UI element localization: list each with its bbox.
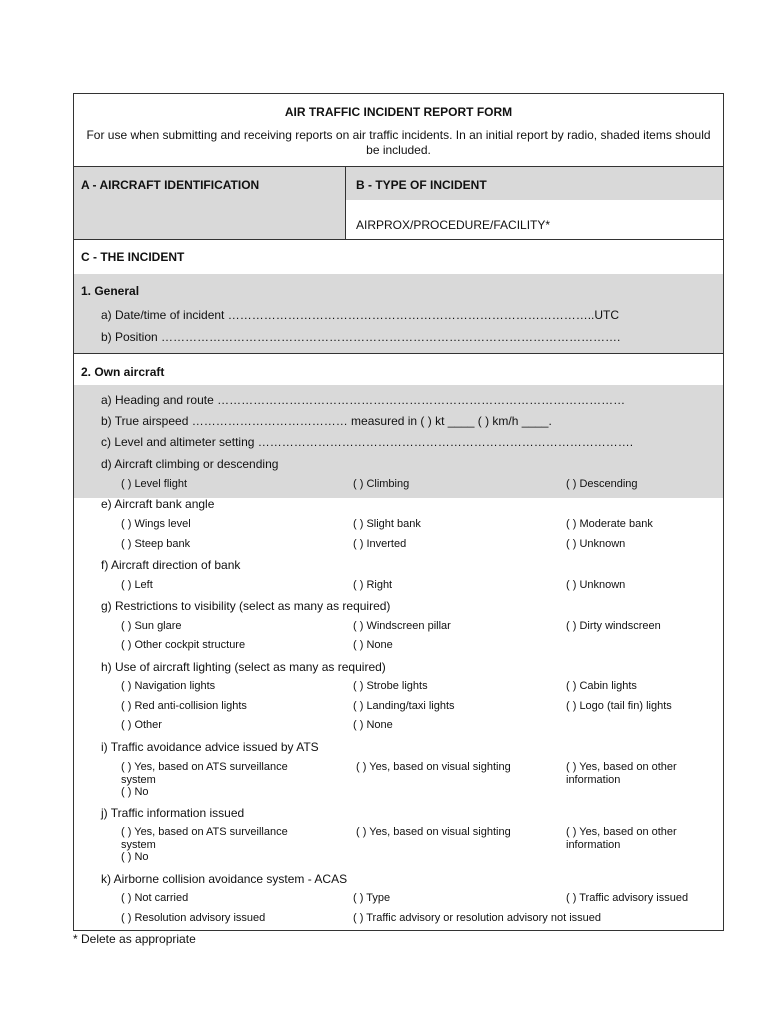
- checkbox-info-no[interactable]: ( ) No: [121, 851, 149, 863]
- checkbox-info-other-info[interactable]: ( ) Yes, based on other information: [566, 826, 677, 851]
- section-a-heading: A - AIRCRAFT IDENTIFICATION: [81, 178, 260, 192]
- checkbox-bank-unknown[interactable]: ( ) Unknown: [566, 538, 626, 550]
- checkbox-avoidance-visual-sighting[interactable]: ( ) Yes, based on visual sighting: [356, 761, 511, 773]
- form-title: AIR TRAFFIC INCIDENT REPORT FORM: [284, 105, 513, 119]
- general-heading: 1. General: [81, 284, 140, 298]
- checkbox-info-visual-sighting[interactable]: ( ) Yes, based on visual sighting: [356, 826, 511, 838]
- checkbox-slight-bank[interactable]: ( ) Slight bank: [353, 518, 421, 530]
- section-c-heading: C - THE INCIDENT: [81, 250, 185, 264]
- visibility-restrictions-label: g) Restrictions to visibility (select as many as required): [101, 599, 391, 613]
- checkbox-red-anti-collision-lights[interactable]: ( ) Red anti-collision lights: [121, 700, 247, 712]
- checkbox-steep-bank[interactable]: ( ) Steep bank: [121, 538, 191, 550]
- checkbox-avoidance-other-info[interactable]: ( ) Yes, based on other information: [566, 761, 677, 786]
- checkbox-advisory-not-issued[interactable]: ( ) Traffic advisory or resolution advisory not issued: [353, 912, 602, 924]
- checkbox-info-ats-surveillance[interactable]: ( ) Yes, based on ATS surveillance system: [121, 826, 288, 851]
- checkbox-left[interactable]: ( ) Left: [121, 579, 153, 591]
- direction-of-bank-label: f) Aircraft direction of bank: [101, 558, 241, 572]
- position-field[interactable]: b) Position …………………………………………………………………………………………………….: [101, 330, 621, 344]
- checkbox-acas-type[interactable]: ( ) Type: [353, 892, 391, 904]
- incident-report-form: [73, 93, 724, 931]
- form-subtitle: For use when submitting and receiving reports on air traffic incidents. In an initial report by radio, shaded items should be included.: [86, 128, 711, 157]
- checkbox-other-cockpit-structure[interactable]: ( ) Other cockpit structure: [121, 639, 246, 651]
- climbing-descending-label: d) Aircraft climbing or descending: [101, 457, 279, 471]
- heading-route-field[interactable]: a) Heading and route …………………………………………………………………………………………: [101, 393, 626, 407]
- checkbox-navigation-lights[interactable]: ( ) Navigation lights: [121, 680, 216, 692]
- checkbox-acas-not-carried[interactable]: ( ) Not carried: [121, 892, 189, 904]
- traffic-information-label: j) Traffic information issued: [101, 806, 245, 820]
- true-airspeed-field[interactable]: b) True airspeed ………………………………… measured in ( ) kt ____ ( ) km/h ____.: [101, 414, 552, 428]
- bank-angle-label: e) Aircraft bank angle: [101, 497, 215, 511]
- checkbox-lighting-other[interactable]: ( ) Other: [121, 719, 162, 731]
- level-altimeter-field[interactable]: c) Level and altimeter setting ………………………………………………………………………………….: [101, 435, 634, 449]
- checkbox-logo-lights[interactable]: ( ) Logo (tail fin) lights: [566, 700, 672, 712]
- checkbox-descending[interactable]: ( ) Descending: [566, 478, 638, 490]
- traffic-avoidance-label: i) Traffic avoidance advice issued by ATS: [101, 740, 319, 754]
- checkbox-resolution-advisory-issued[interactable]: ( ) Resolution advisory issued: [121, 912, 266, 924]
- checkbox-visibility-none[interactable]: ( ) None: [353, 639, 393, 651]
- checkbox-wings-level[interactable]: ( ) Wings level: [121, 518, 191, 530]
- divider: [74, 239, 723, 240]
- section-b-heading: B - TYPE OF INCIDENT: [356, 178, 487, 192]
- checkbox-right[interactable]: ( ) Right: [353, 579, 393, 591]
- checkbox-avoidance-no[interactable]: ( ) No: [121, 786, 149, 798]
- checkbox-strobe-lights[interactable]: ( ) Strobe lights: [353, 680, 428, 692]
- checkbox-moderate-bank[interactable]: ( ) Moderate bank: [566, 518, 653, 530]
- divider: [345, 167, 346, 239]
- divider: [74, 353, 723, 354]
- checkbox-landing-taxi-lights[interactable]: ( ) Landing/taxi lights: [353, 700, 455, 712]
- checkbox-level-flight[interactable]: ( ) Level flight: [121, 478, 188, 490]
- checkbox-windscreen-pillar[interactable]: ( ) Windscreen pillar: [353, 620, 451, 632]
- checkbox-lighting-none[interactable]: ( ) None: [353, 719, 393, 731]
- footnote: * Delete as appropriate: [73, 932, 196, 946]
- incident-type-field[interactable]: AIRPROX/PROCEDURE/FACILITY*: [356, 218, 551, 232]
- date-time-field[interactable]: a) Date/time of incident ………………………………………………………………………………..UTC: [101, 308, 620, 322]
- own-aircraft-heading: 2. Own aircraft: [81, 365, 165, 379]
- checkbox-climbing[interactable]: ( ) Climbing: [353, 478, 410, 490]
- checkbox-cabin-lights[interactable]: ( ) Cabin lights: [566, 680, 637, 692]
- checkbox-direction-unknown[interactable]: ( ) Unknown: [566, 579, 626, 591]
- aircraft-lighting-label: h) Use of aircraft lighting (select as many as required): [101, 660, 386, 674]
- checkbox-dirty-windscreen[interactable]: ( ) Dirty windscreen: [566, 620, 661, 632]
- checkbox-avoidance-ats-surveillance[interactable]: ( ) Yes, based on ATS surveillance system: [121, 761, 288, 786]
- checkbox-sun-glare[interactable]: ( ) Sun glare: [121, 620, 182, 632]
- acas-label: k) Airborne collision avoidance system - ACAS: [101, 872, 348, 886]
- checkbox-inverted[interactable]: ( ) Inverted: [353, 538, 407, 550]
- checkbox-traffic-advisory-issued[interactable]: ( ) Traffic advisory issued: [566, 892, 689, 904]
